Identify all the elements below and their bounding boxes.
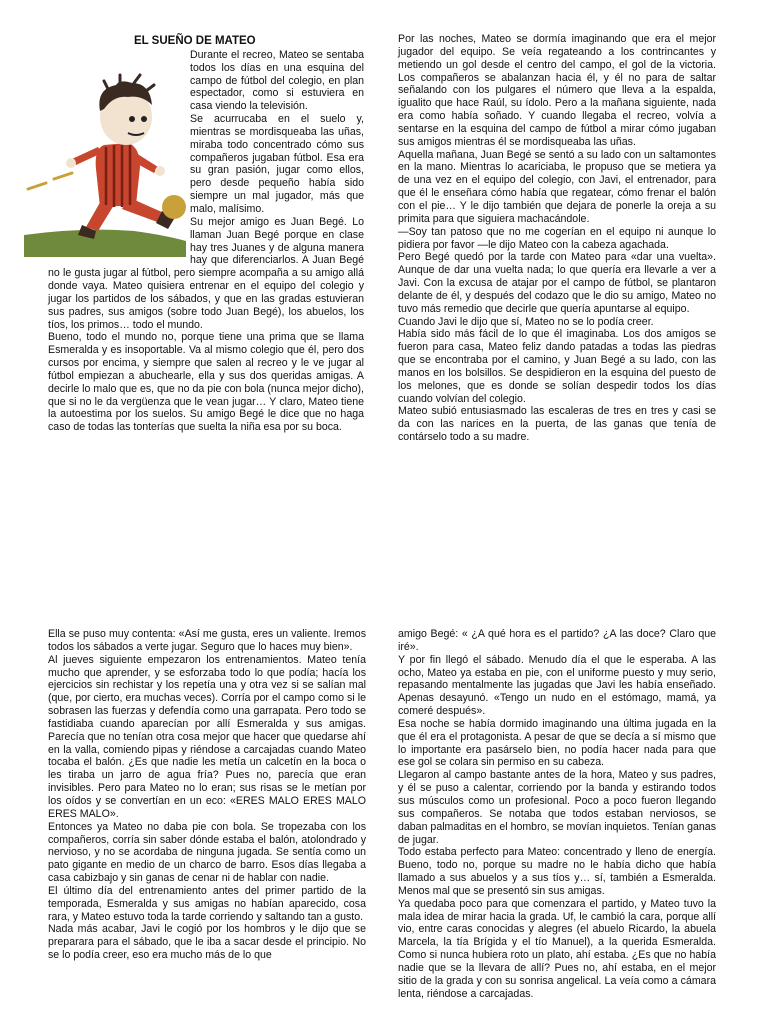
paragraph: amigo Begé: « ¿A qué hora es el partido? ¿A las doce? Claro que iré». xyxy=(398,628,716,653)
paragraph: Entonces ya Mateo no daba pie con bola. Se tropezaba con los compañeros, corría sin saber dónde estaba el balón, atolondrado y nervioso, y no se acordaba de ninguna jugada. Se sentía como un pato gigante en medio de un charco de barro. Esos días llegaba a casa cabizbajo y sin ganas de cenar ni de hablar con nadie. xyxy=(48,820,366,885)
paragraph: Bueno, todo el mundo no, porque tiene una prima que se llama Esmeralda y es insoportable. Va al mismo colegio que él, pero dos cursos por encima, y siempre que salen al recreo y le ve jugar al fútbol empiezan a abuchearle, ella y sus dos queridas amigas. A decirle lo malo que es, que no da pie con bola (nunca mejor dicho), que si no le da vergüenza que le vean jugar… Y claro, Mateo tiene la autoestima por los suelos. Su amigo Begé le dice que no haga caso de todas las tonterías que suelta la niña esa por su boca. xyxy=(48,331,364,434)
column-bottom-right xyxy=(398,628,716,1000)
paragraph: Y por fin llegó el sábado. Menudo día el que le esperaba. A las ocho, Mateo ya estaba en pie, con el uniforme puesto y muy serio, repasando mentalmente las jugadas que Javi les había enseñado. Apenas desayunó. «Tengo un nudo en el estómago, mamá, ya comeré después». xyxy=(398,653,716,718)
paragraph: Pero Begé quedó por la tarde con Mateo para «dar una vuelta». Aunque de dar una vuelta nada; lo que quería era llevarle a ver a Javi. Con la excusa de atajar por el campo de fútbol, se plantaron delante de él, y después del codazo que le dio su amigo, Mateo no tuvo más remedio que decirle que quería apuntarse al equipo. xyxy=(398,251,716,315)
column-top-left xyxy=(48,35,364,434)
boy-kicking-ball-illustration xyxy=(24,49,186,257)
paragraph: Esa noche se había dormido imaginando una última jugada en la que él era el protagonista. A pesar de que se decía a sí mismo que lo importante era pasárselo bien, no podía hacer nada para que ese gol se colara sin permiso en su cabeza. xyxy=(398,717,716,769)
paragraph: Nada más acabar, Javi le cogió por los hombros y le dijo que se preparara para el sábado, que le iba a sacar desde el principio. No se lo podía creer, eso era mucho más de lo que xyxy=(48,923,366,962)
paragraph: Había sido más fácil de lo que él imaginaba. Los dos amigos se fueron para casa, Mateo feliz dando patadas a todas las piedras que se encontraba por el camino, y Juan Begé a su lado, con las manos en los bolsillos. Se despidieron en la esquina del puesto de los melones, que es donde se solían despedir todos los días cuando volvían del colegio. xyxy=(398,328,716,405)
paragraph: Aquella mañana, Juan Begé se sentó a su lado con un saltamontes en la mano. Mientras lo acariciaba, le propuso que se metiera ya de una vez en el equipo del colegio, con Javi, el entrenador, para que él le enseñara cómo había que regatear, cómo frenar el balón con el pie… Y le dijo también que dejara de ponerle la oreja a su primita para que siguiera machacándole. xyxy=(398,148,716,225)
paragraph: Al jueves siguiente empezaron los entrenamientos. Mateo tenía mucho que aprender, y se esforzaba todo lo que podía; hacía los ejercicios sin rechistar y los repetía una y otra vez si se salían mal (que, por cierto, era muchas veces). Corría por el campo como si le sobrasen las fuerzas y defendía como una garrapata. Pero todo se fastidiaba cuando aparecían por allí Esmeralda y sus amigas. Parecía que no tenían otra cosa mejor que hacer que quedarse ahí en la valla, comiendo pipas y riéndose a carcajadas cuando Mateo tocaba el balón. ¿Es que nadie les metía un calcetín en la boca o les tiraba un jarro de agua fría? Pues no, parecía que eran invisibles. Pero para Mateo no lo eran; sus risas se le metían por los oídos y se convertían en un eco: «ERES MALO ERES MALO ERES MALO». xyxy=(48,653,366,820)
paragraph: El último día del entrenamiento antes del primer partido de la temporada, Esmeralda y sus amigas no habían aparecido, cosa rara, y Mateo estuvo toda la tarde corriendo y saltando tan a gusto. xyxy=(48,884,366,923)
paragraph: Ya quedaba poco para que comenzara el partido, y Mateo tuvo la mala idea de mirar hacia la grada. Uf, le cambió la cara, porque allí vio, entre caras conocidas y alegres (el abuelo Ricardo, la abuela Marcela, la tía Brígida y el tío Manuel), a la querida Esmeralda. Como si nunca hubiera roto un plato, ahí estaba. ¿Es que no había nadie que se la llevara de allí? Pues no, ahí estaba, en el mejor sitio de la grada y con su sonrisa angelical. La veía como a cámara lenta, riéndose a carcajadas. xyxy=(398,897,716,1000)
paragraph: Ella se puso muy contenta: «Así me gusta, eres un valiente. Iremos todos los sábados a verte jugar. Seguro que lo haces muy bien». xyxy=(48,628,366,653)
paragraph: —Soy tan patoso que no me cogerían en el equipo ni aunque lo pidiera por favor —le dijo Mateo con la cabeza agachada. xyxy=(398,225,716,251)
paragraph: Durante el recreo, Mateo se sentaba todos los días en una esquina del campo de fútbol del colegio, en plan espectador, como si estuviera en casa viendo la televisión. xyxy=(190,48,364,113)
paragraph: Cuando Javi le dijo que sí, Mateo no se lo podía creer. xyxy=(398,315,654,328)
paragraph: Por las noches, Mateo se dormía imaginando que era el mejor jugador del equipo. Se veía regateando a los contrincantes y metiendo un gol desde el centro del campo, el gol de la victoria. Los compañeros se abalanzan hacia él, y él no para de saltar señalando con los pulgares el número que lleva a la espalda, igualito que hace Raúl, su ídolo. Pero a la mañana siguiente, nada era como había soñado. Y cuando llegaba el recreo, volvía a sentarse en la esquina del campo de fútbol a mirar cómo jugaban sus amigos mientras él se mordisqueaba las uñas. xyxy=(398,33,716,148)
paragraph: Llegaron al campo bastante antes de la hora, Mateo y sus padres, y él se puso a calentar, corriendo por la banda y estirando todos sus músculos como un profesional. Poco a poco fueron llegando sus compañeros. Se notaba que todos estaban nerviosos, se daban palmaditas en el hombro, se movían inquietos. Tenían ganas de jugar. xyxy=(398,769,716,846)
column-top-right xyxy=(398,33,716,444)
paragraph: Su mejor amigo es Juan Begé. Lo llaman Juan Begé porque en clase hay tres Juanes y de alguna manera hay que diferenciarlos. A Juan Begé no le gusta jugar al fútbol, pero siempre acompaña a su amigo allá donde vaya. Mateo quisiera entrenar en el equipo del colegio y jugar los partidos de los sábados, y que en las gradas estuvieran sus padres, sus amigos (sobre todo Juan Begé), los abuelos, los tíos, los primos… todo el mundo. xyxy=(48,215,364,331)
story-title: EL SUEÑO DE MATEO xyxy=(134,35,256,47)
paragraph: Se acurrucaba en el suelo y, mientras se mordisqueaba las uñas, miraba todo concentrado cómo sus compañeros jugaban fútbol. Esa era su gran pasión, jugar como ellos, pero desde pequeño había sido siempre un mal jugador, más que malo, malísimo. xyxy=(190,113,364,215)
column-bottom-left xyxy=(48,628,366,962)
paragraph: Mateo subió entusiasmado las escaleras de tres en tres y casi se da con las narices en la puerta, de las ganas que tenía de contárselo todo a su madre. xyxy=(398,405,716,444)
paragraph: Todo estaba perfecto para Mateo: concentrado y lleno de energía. Bueno, todo no, porque su madre no le había dicho que había llamado a sus abuelos y a sus tíos y… sí, también a Esmeralda. Menos mal que se presentó sin sus amigas. xyxy=(398,846,716,897)
